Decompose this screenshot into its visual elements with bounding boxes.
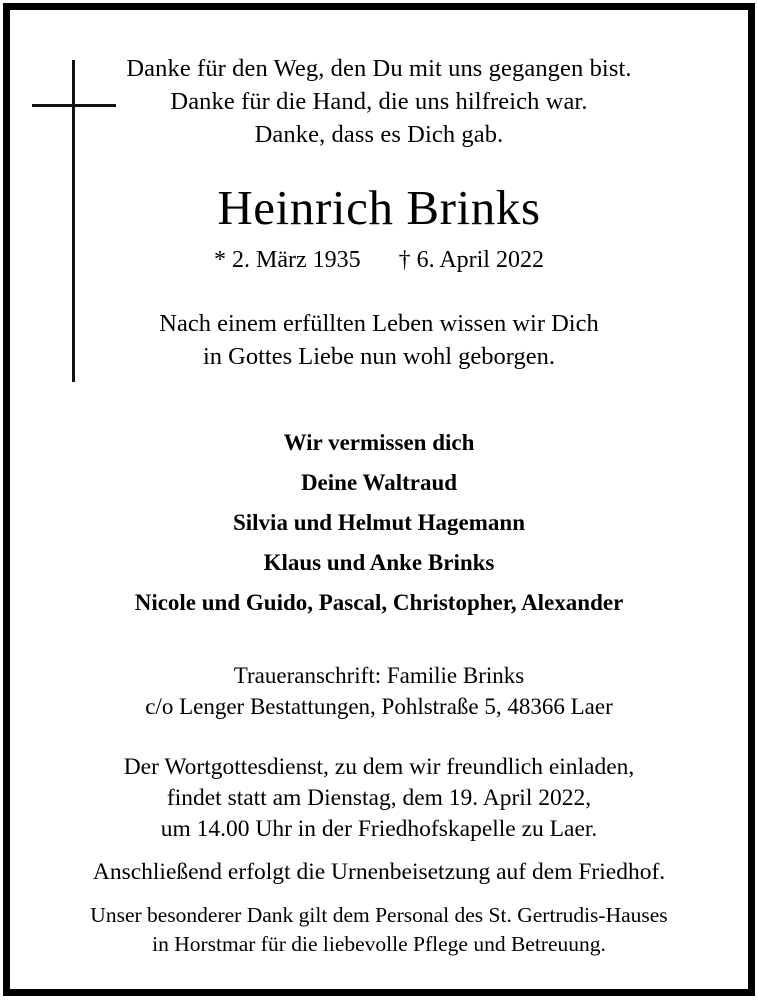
deceased-name: Heinrich Brinks [217,180,541,235]
contact-line: Traueranschrift: Familie Brinks [233,663,525,688]
verse-line: Danke für die Hand, die uns hilfreich war. [170,88,588,115]
contact-line: c/o Lenger Bestattungen, Pohlstraße 5, 48366 Laer [145,694,613,719]
notice-text-column [10,10,748,959]
life-dates [48,245,710,275]
family-line: Silvia und Helmut Hagemann [232,510,526,535]
birth-symbol: * [214,247,226,273]
death-symbol: † [398,247,411,273]
birth-date: 2. März 1935 [232,247,361,273]
opening-verse [48,52,710,151]
gratitude-line: in Horstmar für die liebevolle Pflege und Betreuung. [152,932,606,956]
gratitude-line: Unser besonderer Dank gilt dem Personal des St. Gertrudis-Hauses [90,903,668,927]
consolation-line: Nach einem erfüllten Leben wissen wir Dich [159,310,599,337]
service-line: um 14.00 Uhr in der Friedhofskapelle zu Laer. [160,816,598,842]
service-details [48,752,710,845]
consolation-text [48,307,710,373]
mourning-border-frame [3,3,755,996]
service-line: Der Wortgottesdienst, zu dem wir freundlich einladen, [123,754,635,780]
interment-details [48,857,710,888]
death-date: 6. April 2022 [416,247,544,273]
family-line: Wir vermissen dich [283,430,475,455]
family-line: Deine Waltraud [300,470,458,495]
verse-line: Danke für den Weg, den Du mit uns gegangen bist. [126,55,632,82]
condolence-address [48,660,710,722]
verse-line: Danke, dass es Dich gab. [254,121,504,148]
bereaved-family-list [48,423,710,623]
service-line: findet statt am Dienstag, dem 19. April 2022, [166,785,592,811]
family-line: Nicole und Guido, Pascal, Christopher, Alexander [134,590,624,615]
family-line: Klaus und Anke Brinks [263,550,495,575]
gratitude-note [48,901,710,959]
consolation-line: in Gottes Liebe nun wohl geborgen. [202,343,555,370]
interment-line: Anschließend erfolgt die Urnenbeisetzung auf dem Friedhof. [92,859,666,885]
